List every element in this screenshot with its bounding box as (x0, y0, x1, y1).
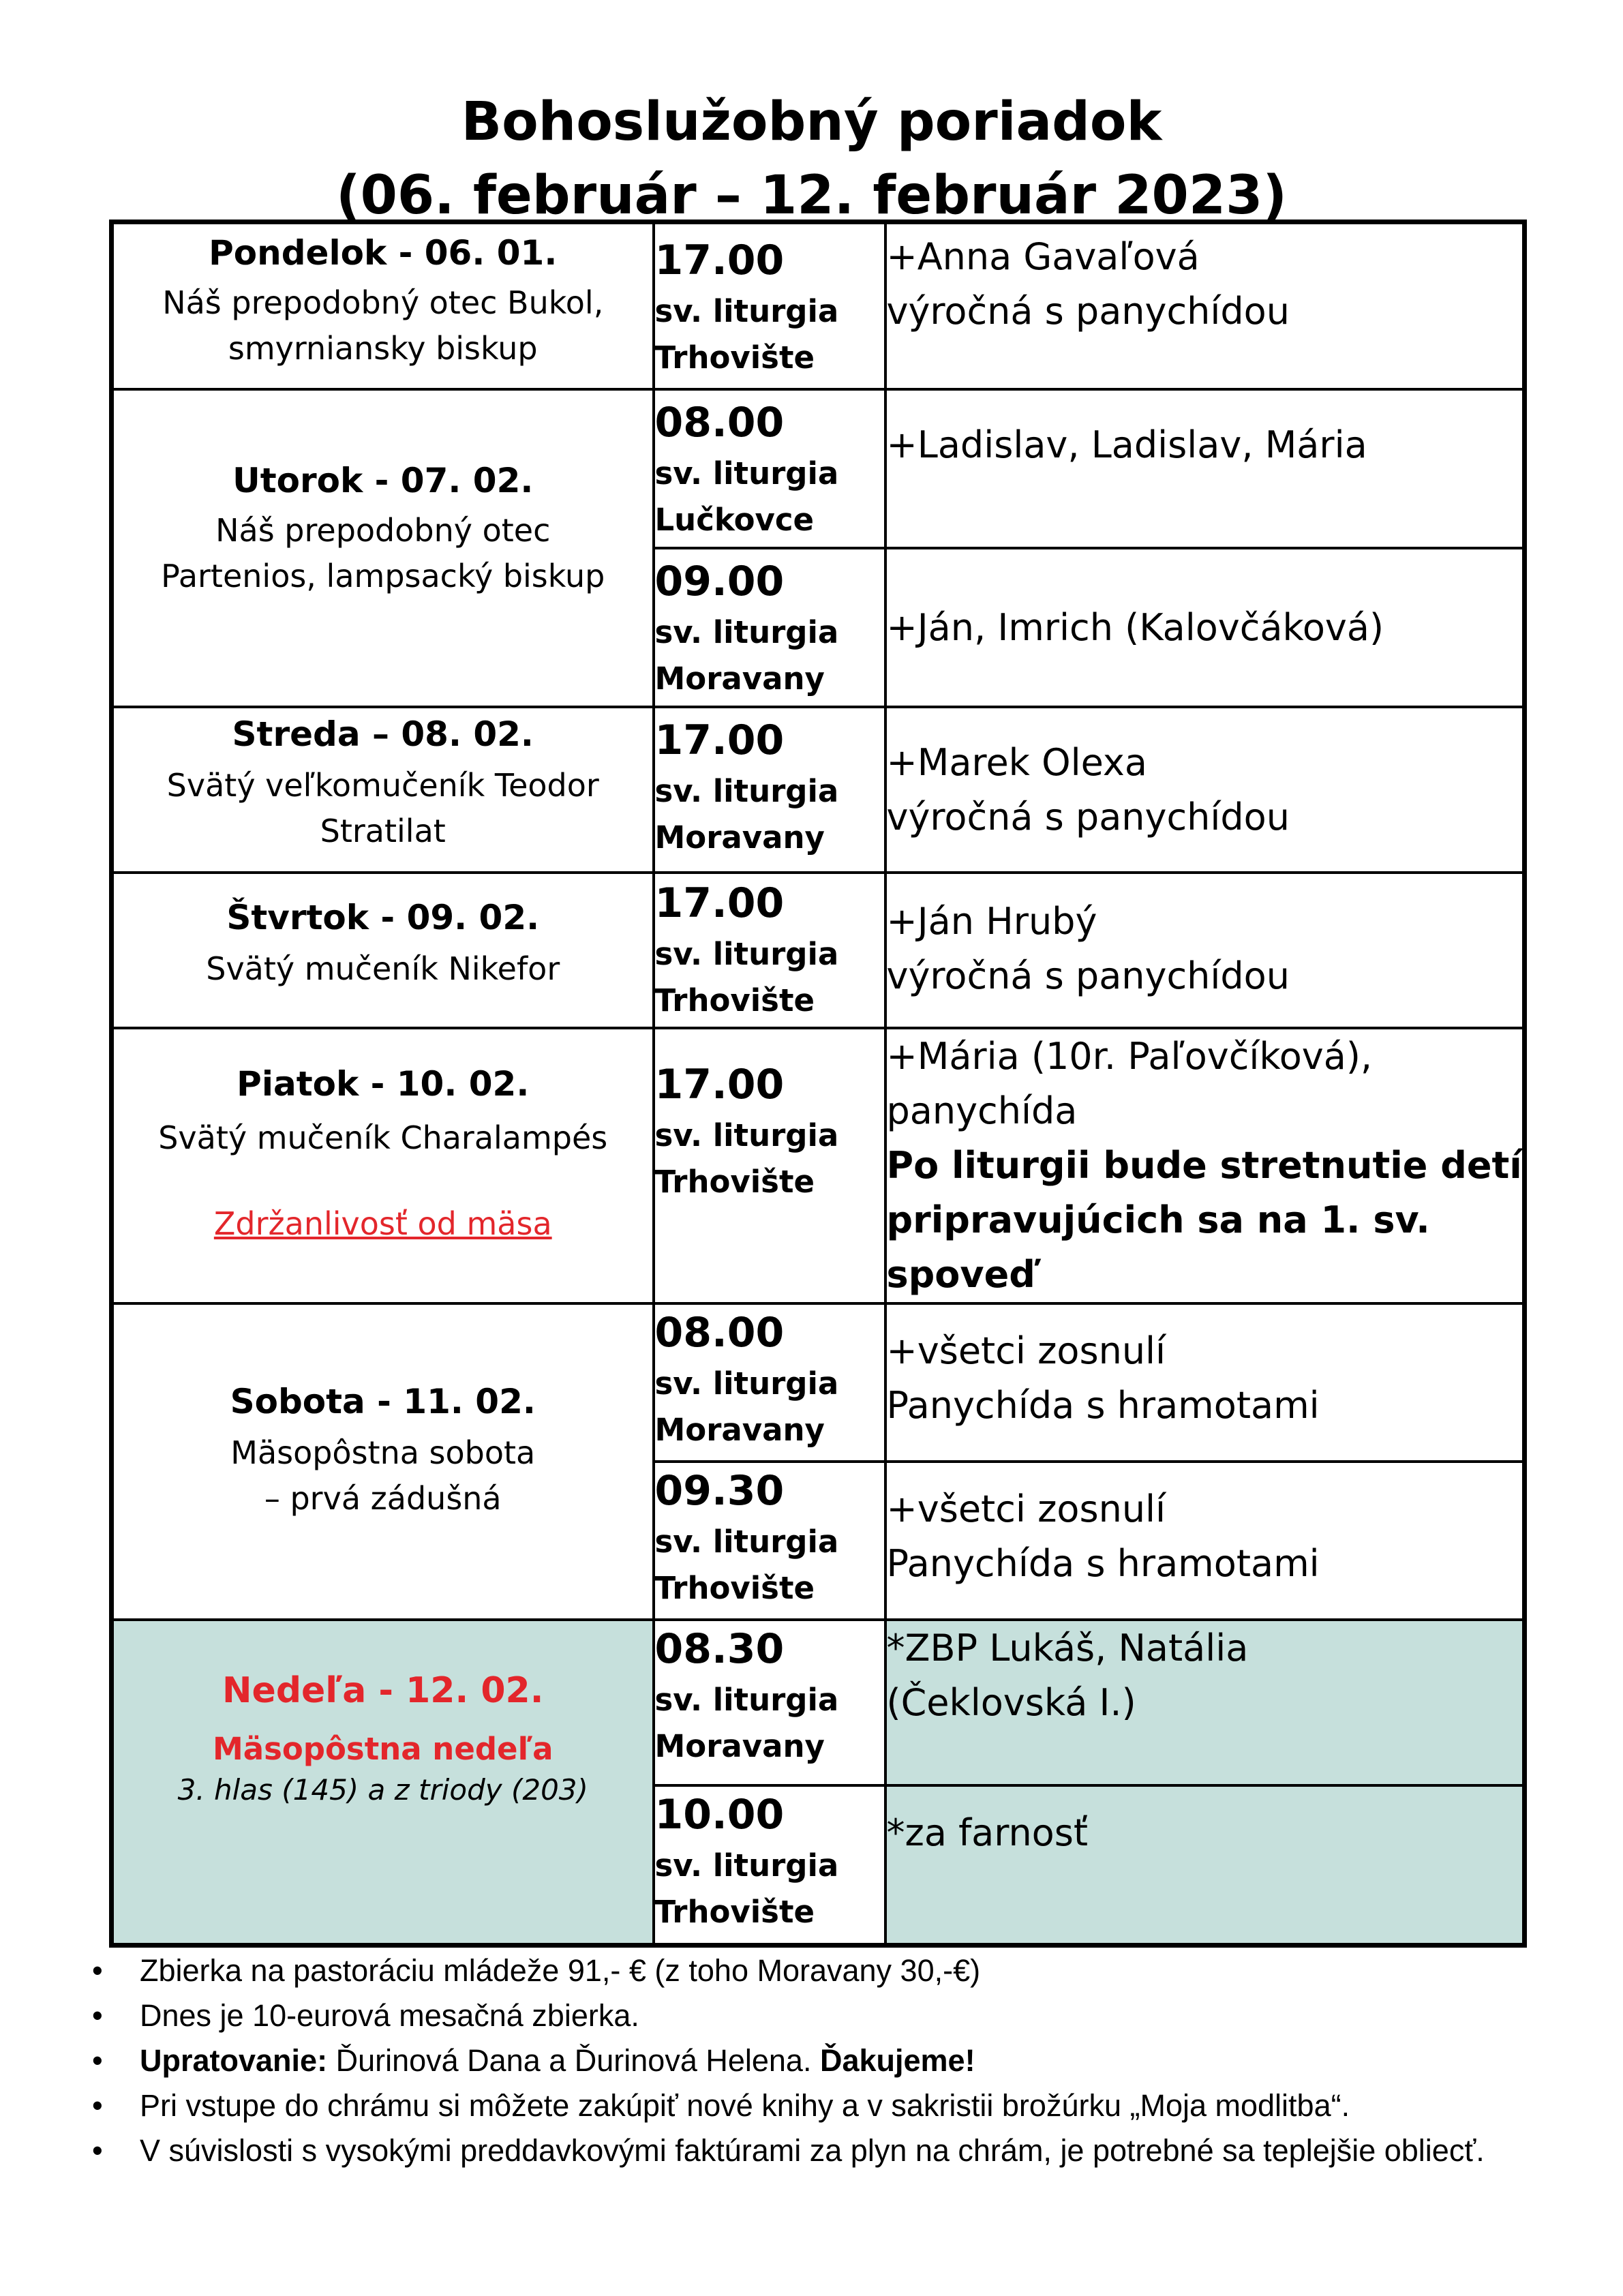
day-subtitle: Stratilat (320, 812, 446, 849)
intention-line: *za farnosť (886, 1811, 1089, 1854)
service-place: Trhovište (654, 339, 815, 376)
table-row (112, 389, 1525, 548)
service-time: 17.00 (654, 716, 785, 764)
time-cell (654, 222, 885, 389)
service-time: 17.00 (654, 1060, 785, 1108)
day-subtitle: Mäsopôstna sobota (230, 1434, 536, 1471)
note-text: V súvislosti s vysokými preddavkovými faktúrami za plyn na chrám, je potrebné sa teplejšie obliecť. (140, 2133, 1485, 2168)
day-name: Piatok - 10. 02. (237, 1063, 530, 1104)
day-cell (112, 707, 654, 873)
time-cell (654, 873, 885, 1028)
service-type: sv. liturgia (654, 1117, 839, 1153)
note-text: Ďurinová Dana a Ďurinová Helena. (327, 2043, 820, 2078)
day-subtitle: – prvá zádušná (264, 1479, 502, 1517)
intention-line: +Anna Gavaľová (886, 235, 1200, 278)
service-place: Trhovište (654, 982, 815, 1018)
list-item (89, 1948, 1547, 1993)
intention-line: +Ján Hrubý (886, 899, 1097, 943)
announcements-list (89, 1948, 1547, 2173)
intention-line: Panychída s hramotami (886, 1541, 1320, 1585)
note-thanks: Ďakujeme! (819, 2043, 975, 2078)
day-cell (112, 1028, 654, 1303)
intention-cell (885, 389, 1525, 548)
intention-line: +Ján, Imrich (Kalovčáková) (886, 605, 1384, 649)
intention-line: +všetci zosnulí (886, 1487, 1166, 1530)
service-place: Lučkovce (654, 501, 815, 538)
day-cell (112, 1620, 654, 1946)
intention-line: (Čeklovská I.) (886, 1680, 1136, 1724)
service-place: Trhovište (654, 1893, 815, 1930)
title-line-1: Bohoslužobný poriadok (461, 91, 1162, 153)
service-type: sv. liturgia (654, 1523, 839, 1560)
day-subtitle: Svätý veľkomučeník Teodor (166, 766, 599, 804)
day-name: Štvrtok - 09. 02. (226, 897, 540, 937)
schedule-table (109, 220, 1527, 1948)
day-subtitle: Náš prepodobný otec Bukol, (162, 284, 604, 321)
service-time: 09.30 (654, 1466, 785, 1515)
intention-line: Panychída s hramotami (886, 1383, 1320, 1427)
intention-line: +všetci zosnulí (886, 1329, 1166, 1372)
announcement-line: spoveď (886, 1252, 1035, 1296)
time-cell (654, 389, 885, 548)
title-line-2: (06. február – 12. február 2023) (335, 165, 1288, 226)
day-subtitle: Svätý mučeník Nikefor (206, 950, 560, 987)
intention-line: +Ladislav, Ladislav, Mária (886, 423, 1367, 466)
day-subtitle: smyrniansky biskup (228, 330, 538, 367)
time-cell (654, 1303, 885, 1462)
intention-cell (885, 1620, 1525, 1785)
day-name: Pondelok - 06. 01. (209, 233, 558, 273)
note-text: Pri vstupe do chrámu si môžete zakúpiť nové knihy a v sakristii brožúrku „Moja modlitba“. (140, 2088, 1350, 2123)
service-type: sv. liturgia (654, 1681, 839, 1718)
service-place: Moravany (654, 1411, 825, 1448)
service-time: 09.00 (654, 557, 785, 605)
tone-info: 3. hlas (145) a z triody (203) (177, 1772, 588, 1807)
intention-line: výročná s panychídou (886, 954, 1290, 997)
table-row (112, 707, 1525, 873)
list-item (89, 2128, 1547, 2173)
service-place: Moravany (654, 660, 825, 697)
intention-line: výročná s panychídou (886, 795, 1290, 839)
time-cell (654, 1462, 885, 1620)
service-type: sv. liturgia (654, 293, 839, 329)
list-item (89, 2038, 1547, 2083)
list-item (89, 1993, 1547, 2038)
intention-cell (885, 548, 1525, 707)
time-cell (654, 548, 885, 707)
note-text: Dnes je 10-eurová mesačná zbierka. (140, 1998, 639, 2033)
intention-cell (885, 1028, 1525, 1303)
announcement-line: Po liturgii bude stretnutie detí (886, 1143, 1522, 1187)
intention-line: +Mária (10r. Paľovčíková), (886, 1034, 1373, 1078)
day-cell (112, 389, 654, 707)
time-cell (654, 1028, 885, 1303)
fasting-note: Zdržanlivosť od mäsa (213, 1205, 552, 1242)
service-time: 17.00 (654, 879, 785, 927)
service-time: 08.00 (654, 398, 785, 447)
service-time: 08.30 (654, 1625, 785, 1673)
time-cell (654, 1620, 885, 1785)
day-name: Sobota - 11. 02. (230, 1381, 536, 1421)
time-cell (654, 1785, 885, 1946)
announcement-line: pripravujúcich sa na 1. sv. (886, 1198, 1430, 1241)
intention-line: výročná s panychídou (886, 290, 1290, 333)
intention-cell (885, 873, 1525, 1028)
service-type: sv. liturgia (654, 614, 839, 650)
service-time: 17.00 (654, 237, 785, 284)
intention-cell (885, 1462, 1525, 1620)
service-type: sv. liturgia (654, 455, 839, 492)
note-text: Zbierka na pastoráciu mládeže 91,- € (z toho Moravany 30,-€) (140, 1953, 981, 1988)
day-cell (112, 222, 654, 389)
day-name: Nedeľa - 12. 02. (222, 1670, 544, 1711)
service-type: sv. liturgia (654, 1365, 839, 1402)
day-subtitle: Partenios, lampsacký biskup (161, 557, 605, 594)
service-type: sv. liturgia (654, 772, 839, 809)
table-row (112, 1620, 1525, 1785)
list-item (89, 2083, 1547, 2128)
service-time: 10.00 (654, 1790, 785, 1839)
day-cell (112, 873, 654, 1028)
day-subtitle: Svätý mučeník Charalampés (158, 1119, 608, 1156)
service-place: Moravany (654, 819, 825, 856)
intention-line: +Marek Olexa (886, 740, 1147, 784)
feast-name: Mäsopôstna nedeľa (212, 1730, 553, 1767)
time-cell (654, 707, 885, 873)
intention-line: *ZBP Lukáš, Natália (886, 1626, 1249, 1670)
intention-cell (885, 1785, 1525, 1946)
service-type: sv. liturgia (654, 935, 839, 972)
table-row (112, 873, 1525, 1028)
table-row (112, 1303, 1525, 1462)
intention-cell (885, 707, 1525, 873)
service-place: Moravany (654, 1727, 825, 1764)
day-cell (112, 1303, 654, 1620)
day-subtitle: Náš prepodobný otec (215, 511, 551, 549)
page-title (0, 85, 1623, 232)
service-place: Trhovište (654, 1569, 815, 1606)
service-place: Trhovište (654, 1163, 815, 1200)
table-row (112, 1028, 1525, 1303)
intention-cell (885, 1303, 1525, 1462)
intention-line: panychída (886, 1089, 1078, 1132)
service-time: 08.00 (654, 1308, 785, 1357)
day-name: Utorok - 07. 02. (232, 460, 534, 500)
intention-cell (885, 222, 1525, 389)
note-label: Upratovanie: (140, 2043, 328, 2078)
table-row (112, 222, 1525, 389)
service-type: sv. liturgia (654, 1847, 839, 1884)
day-name: Streda – 08. 02. (232, 714, 534, 754)
